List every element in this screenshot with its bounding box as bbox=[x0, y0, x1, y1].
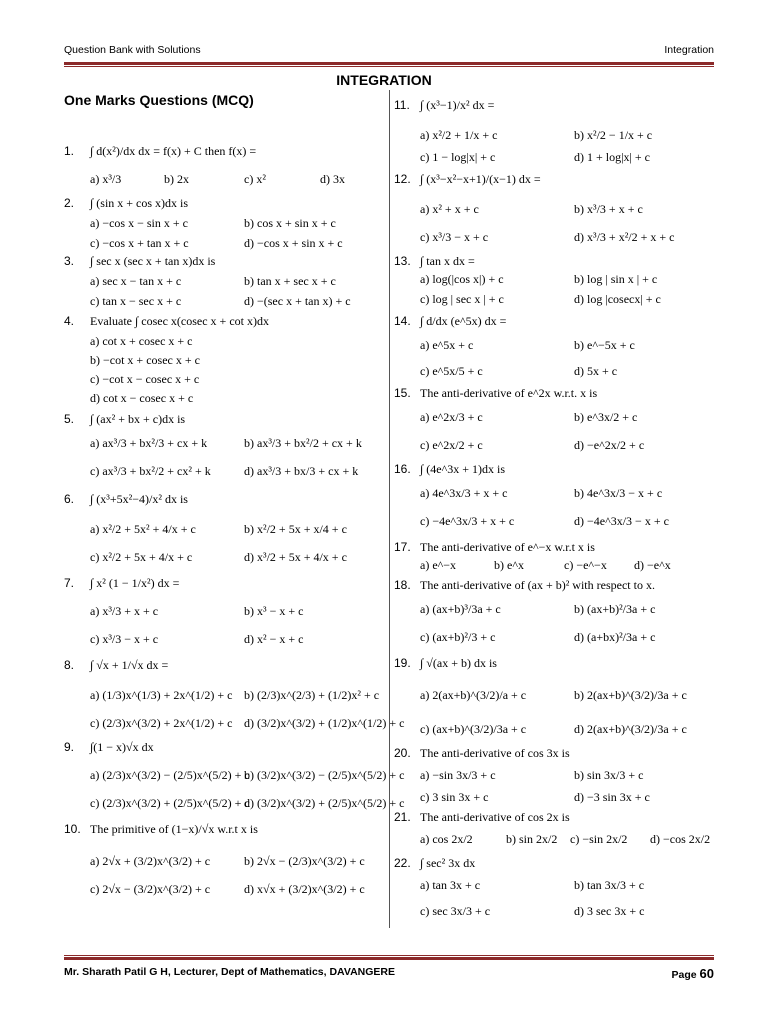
answer-option: d) x√x + (3/2)x^(3/2) + c bbox=[244, 882, 365, 896]
answer-option: d) −cos 2x/2 bbox=[650, 832, 711, 846]
page-label: Page bbox=[671, 969, 697, 981]
answer-option: b) 2(ax+b)^(3/2)/3a + c bbox=[574, 688, 687, 702]
answer-option: c) tan x − sec x + c bbox=[90, 294, 182, 308]
question-text: ∫ √x + 1/√x dx = bbox=[90, 658, 169, 672]
question-text: ∫ (x³−x²−x+1)/(x−1) dx = bbox=[420, 172, 541, 186]
question-stem bbox=[64, 492, 188, 507]
question-stem bbox=[394, 462, 505, 477]
question-stem bbox=[394, 314, 506, 329]
answer-option: c) 1 − log|x| + c bbox=[420, 150, 496, 164]
question-stem bbox=[64, 144, 256, 159]
answer-option: d) cot x − cosec x + c bbox=[90, 391, 194, 405]
answer-option: a) x³/3 bbox=[90, 172, 122, 186]
answer-option: a) ax³/3 + bx²/3 + cx + k bbox=[90, 436, 208, 450]
question-text: ∫ √(ax + b) dx is bbox=[420, 656, 497, 670]
question-number: 11. bbox=[394, 98, 410, 112]
question-number: 10. bbox=[64, 822, 81, 836]
question-number: 13. bbox=[394, 254, 411, 268]
question-text: ∫ d(x²)/dx dx = f(x) + C then f(x) = bbox=[90, 144, 257, 158]
question-number: 1. bbox=[64, 144, 75, 158]
answer-option: d) ax³/3 + bx/3 + cx + k bbox=[244, 464, 359, 478]
answer-option: c) log | sec x | + c bbox=[420, 292, 504, 306]
answer-option: c) (ax+b)²/3 + c bbox=[420, 630, 496, 644]
answer-option: a) tan 3x + c bbox=[420, 878, 481, 892]
question-text: ∫ (x³−1)/x² dx = bbox=[420, 98, 495, 112]
answer-option: c) x³/3 − x + c bbox=[420, 230, 489, 244]
answer-option: d) x³/2 + 5x + 4/x + c bbox=[244, 550, 347, 564]
answer-option: c) x²/2 + 5x + 4/x + c bbox=[90, 550, 193, 564]
answer-option: c) sec 3x/3 + c bbox=[420, 904, 491, 918]
question-stem bbox=[394, 98, 494, 113]
question-text: ∫ (ax² + bx + c)dx is bbox=[90, 412, 186, 426]
answer-option: c) 2√x − (3/2)x^(3/2) + c bbox=[90, 882, 211, 896]
answer-option: d) log |cosecx| + c bbox=[574, 292, 661, 306]
answer-option: a) x²/2 + 5x² + 4/x + c bbox=[90, 522, 196, 536]
question-number: 19. bbox=[394, 656, 411, 670]
answer-option: b) e^x bbox=[494, 558, 524, 572]
question-text: ∫ (4e^3x + 1)dx is bbox=[420, 462, 506, 476]
question-stem bbox=[394, 810, 570, 825]
header-right: Integration bbox=[664, 44, 714, 56]
section-heading: One Marks Questions (MCQ) bbox=[64, 92, 254, 108]
question-stem bbox=[64, 254, 215, 269]
question-number: 8. bbox=[64, 658, 75, 672]
answer-option: d) −(sec x + tan x) + c bbox=[244, 294, 351, 308]
answer-option: b) (ax+b)²/3a + c bbox=[574, 602, 656, 616]
answer-option: a) sec x − tan x + c bbox=[90, 274, 182, 288]
question-stem bbox=[394, 656, 497, 671]
answer-option: b) x³/3 + x + c bbox=[574, 202, 643, 216]
answer-option: b) x²/2 − 1/x + c bbox=[574, 128, 653, 142]
answer-option: a) e^−x bbox=[420, 558, 457, 572]
question-text: The anti-derivative of e^−x w.r.t x is bbox=[420, 540, 595, 554]
answer-option: d) 2(ax+b)^(3/2)/3a + c bbox=[574, 722, 687, 736]
question-text: The primitive of (1−x)/√x w.r.t x is bbox=[90, 822, 258, 836]
question-stem bbox=[64, 196, 188, 211]
answer-option: d) (3/2)x^(3/2) + (1/2)x^(1/2) + c bbox=[244, 716, 405, 730]
answer-option: a) 2√x + (3/2)x^(3/2) + c bbox=[90, 854, 211, 868]
question-text: ∫ tan x dx = bbox=[420, 254, 475, 268]
answer-option: c) −cos x + tan x + c bbox=[90, 236, 189, 250]
question-stem bbox=[64, 314, 269, 329]
answer-option: b) 2√x − (2/3)x^(3/2) + c bbox=[244, 854, 365, 868]
answer-option: d) 1 + log|x| + c bbox=[574, 150, 650, 164]
footer-rule bbox=[64, 955, 714, 960]
answer-option: b) log | sin x | + c bbox=[574, 272, 658, 286]
question-number: 18. bbox=[394, 578, 411, 592]
answer-option: a) x²/2 + 1/x + c bbox=[420, 128, 498, 142]
answer-option: d) −e^2x/2 + c bbox=[574, 438, 645, 452]
question-text: The anti-derivative of e^2x w.r.t. x is bbox=[420, 386, 598, 400]
page-header bbox=[64, 44, 714, 60]
question-stem bbox=[64, 576, 179, 591]
question-number: 4. bbox=[64, 314, 75, 328]
answer-option: c) −sin 2x/2 bbox=[570, 832, 628, 846]
answer-option: a) 4e^3x/3 + x + c bbox=[420, 486, 508, 500]
question-text: ∫ x² (1 − 1/x²) dx = bbox=[90, 576, 180, 590]
answer-option: a) −sin 3x/3 + c bbox=[420, 768, 496, 782]
answer-option: b) (3/2)x^(3/2) − (2/5)x^(5/2) + c bbox=[244, 768, 405, 782]
answer-option: d) −3 sin 3x + c bbox=[574, 790, 650, 804]
answer-option: c) −cot x − cosec x + c bbox=[90, 372, 200, 386]
question-number: 9. bbox=[64, 740, 75, 754]
answer-option: d) −4e^3x/3 − x + c bbox=[574, 514, 669, 528]
answer-option: c) x² bbox=[244, 172, 266, 186]
answer-option: c) 3 sin 3x + c bbox=[420, 790, 489, 804]
answer-option: b) tan x + sec x + c bbox=[244, 274, 336, 288]
answer-option: d) 5x + c bbox=[574, 364, 618, 378]
answer-option: c) (2/3)x^(3/2) + 2x^(1/2) + c bbox=[90, 716, 233, 730]
question-stem bbox=[394, 172, 541, 187]
answer-option: a) 2(ax+b)^(3/2)/a + c bbox=[420, 688, 527, 702]
answer-option: b) x³ − x + c bbox=[244, 604, 304, 618]
answer-option: a) −cos x − sin x + c bbox=[90, 216, 188, 230]
answer-option: d) 3 sec 3x + c bbox=[574, 904, 645, 918]
page-title: INTEGRATION bbox=[336, 72, 432, 88]
page-number bbox=[672, 966, 715, 981]
answer-option: b) e^−5x + c bbox=[574, 338, 635, 352]
question-text: ∫ d/dx (e^5x) dx = bbox=[420, 314, 507, 328]
answer-option: b) (2/3)x^(2/3) + (1/2)x² + c bbox=[244, 688, 380, 702]
answer-option: c) e^2x/2 + c bbox=[420, 438, 483, 452]
answer-option: c) −e^−x bbox=[564, 558, 607, 572]
question-text: ∫ (sin x + cos x)dx is bbox=[90, 196, 189, 210]
answer-option: b) 4e^3x/3 − x + c bbox=[574, 486, 663, 500]
answer-option: c) −4e^3x/3 + x + c bbox=[420, 514, 515, 528]
answer-option: a) log(|cos x|) + c bbox=[420, 272, 504, 286]
question-text: ∫ sec x (sec x + tan x)dx is bbox=[90, 254, 216, 268]
question-stem bbox=[394, 254, 475, 269]
page-num: 60 bbox=[699, 966, 714, 981]
answer-option: b) sin 2x/2 bbox=[506, 832, 558, 846]
question-text: Evaluate ∫ cosec x(cosec x + cot x)dx bbox=[90, 314, 269, 328]
answer-option: c) (2/3)x^(3/2) + (2/5)x^(5/2) + c bbox=[90, 796, 250, 810]
answer-option: d) x² − x + c bbox=[244, 632, 304, 646]
answer-option: c) e^5x/5 + c bbox=[420, 364, 483, 378]
question-number: 5. bbox=[64, 412, 75, 426]
answer-option: a) cos 2x/2 bbox=[420, 832, 473, 846]
answer-option: c) ax³/3 + bx²/2 + cx² + k bbox=[90, 464, 211, 478]
question-number: 14. bbox=[394, 314, 411, 328]
question-number: 6. bbox=[64, 492, 75, 506]
question-number: 15. bbox=[394, 386, 411, 400]
question-number: 21. bbox=[394, 810, 411, 824]
question-number: 12. bbox=[394, 172, 411, 186]
answer-option: a) e^5x + c bbox=[420, 338, 474, 352]
page-footer bbox=[64, 966, 714, 981]
answer-option: b) −cot x + cosec x + c bbox=[90, 353, 200, 367]
answer-option: a) x³/3 + x + c bbox=[90, 604, 159, 618]
question-text: The anti-derivative of cos 2x is bbox=[420, 810, 570, 824]
question-text: The anti-derivative of cos 3x is bbox=[420, 746, 570, 760]
answer-option: a) (1/3)x^(1/3) + 2x^(1/2) + c bbox=[90, 688, 233, 702]
answer-option: d) 3x bbox=[320, 172, 345, 186]
answer-option: a) x² + x + c bbox=[420, 202, 479, 216]
answer-option: d) −cos x + sin x + c bbox=[244, 236, 343, 250]
answer-option: d) −e^x bbox=[634, 558, 671, 572]
answer-option: c) x³/3 − x + c bbox=[90, 632, 159, 646]
answer-option: b) e^3x/2 + c bbox=[574, 410, 638, 424]
answer-option: d) (a+bx)²/3a + c bbox=[574, 630, 656, 644]
question-number: 7. bbox=[64, 576, 75, 590]
answer-option: a) cot x + cosec x + c bbox=[90, 334, 193, 348]
question-text: ∫ (x³+5x²−4)/x² dx is bbox=[90, 492, 188, 506]
question-stem bbox=[64, 822, 258, 837]
answer-option: b) sin 3x/3 + c bbox=[574, 768, 644, 782]
question-stem bbox=[394, 856, 475, 871]
header-left: Question Bank with Solutions bbox=[64, 44, 201, 56]
answer-option: a) e^2x/3 + c bbox=[420, 410, 483, 424]
answer-option: b) tan 3x/3 + c bbox=[574, 878, 645, 892]
question-stem bbox=[64, 658, 168, 673]
question-stem bbox=[394, 578, 655, 593]
answer-option: b) cos x + sin x + c bbox=[244, 216, 336, 230]
answer-option: b) ax³/3 + bx²/2 + cx + k bbox=[244, 436, 362, 450]
question-text: ∫ sec² 3x dx bbox=[420, 856, 476, 870]
question-stem bbox=[394, 746, 570, 761]
question-stem bbox=[394, 540, 595, 555]
question-stem bbox=[64, 740, 154, 755]
header-rule bbox=[64, 62, 714, 67]
question-text: ∫(1 − x)√x dx bbox=[90, 740, 154, 754]
answer-option: a) (2/3)x^(3/2) − (2/5)x^(5/2) + c bbox=[90, 768, 250, 782]
question-text: The anti-derivative of (ax + b)² with respect to x. bbox=[420, 578, 655, 592]
question-number: 2. bbox=[64, 196, 75, 210]
question-number: 3. bbox=[64, 254, 75, 268]
question-number: 16. bbox=[394, 462, 411, 476]
question-number: 20. bbox=[394, 746, 411, 760]
question-number: 22. bbox=[394, 856, 411, 870]
answer-option: d) (3/2)x^(3/2) + (2/5)x^(5/2) + c bbox=[244, 796, 405, 810]
answer-option: a) (ax+b)³/3a + c bbox=[420, 602, 501, 616]
question-stem bbox=[394, 386, 597, 401]
question-number: 17. bbox=[394, 540, 411, 554]
footer-author: Mr. Sharath Patil G H, Lecturer, Dept of Mathematics, DAVANGERE bbox=[64, 966, 396, 978]
answer-option: d) x³/3 + x²/2 + x + c bbox=[574, 230, 675, 244]
answer-option: b) 2x bbox=[164, 172, 189, 186]
question-stem bbox=[64, 412, 185, 427]
answer-option: c) (ax+b)^(3/2)/3a + c bbox=[420, 722, 527, 736]
answer-option: b) x²/2 + 5x + x/4 + c bbox=[244, 522, 347, 536]
